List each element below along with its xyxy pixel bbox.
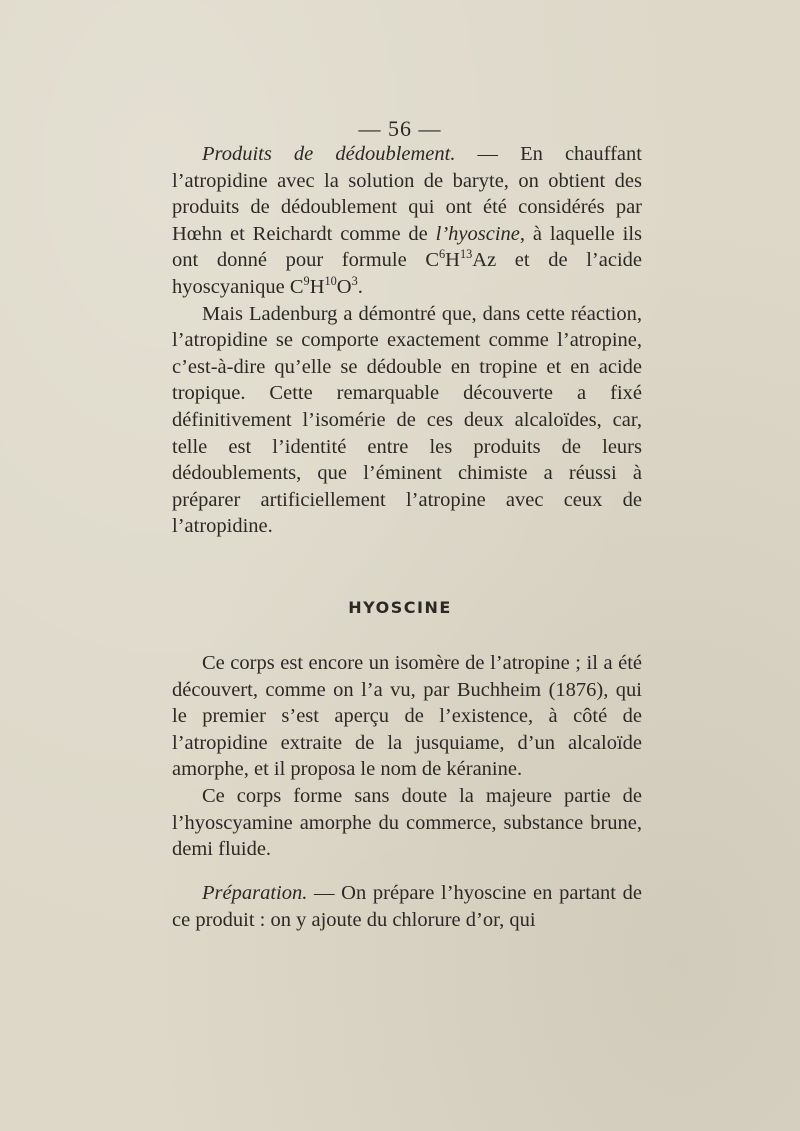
paragraph-corps-forme: Ce corps forme sans doute la majeure partie de l’hyoscyamine amorphe du commerce, substance brune, demi fluide. <box>172 784 642 861</box>
formula-subscript: 10 <box>324 274 337 289</box>
formula-subscript: 3 <box>351 274 358 289</box>
section-preparation <box>172 880 642 933</box>
hyoscine-italic-term: l’hyoscine <box>435 222 520 245</box>
paragraph-ladenburg: Mais Ladenburg a démontré que, dans cette réaction, l’atropidine se comporte exactement comme l’atropine, c’est-à-dire qu’elle se dédouble en tropine et en acide tropique. Cette remarquable découverte a fixé définitivement l’isomérie de ces deux alcaloïdes, car, telle est l’identité entre les produits de leurs dédoublements, que l’éminent chimiste a réussi à préparer artificiellement l’atropine avec ceux de l’atropidine. <box>172 302 642 538</box>
formula-subscript: 9 <box>303 274 310 289</box>
paragraph-isomere: Ce corps est encore un isomère de l’atropine ; il a été découvert, comme on l’a vu, par Buchheim (1876), qui le premier s’est aperçu de l’existence, à côté de l’atropidine extraite de la jusquiame, d’un alcaloïde amorphe, et il proposa le nom de kéranine. <box>172 652 642 781</box>
paragraph-lead-italic: Préparation. <box>202 882 308 904</box>
paragraph-produits: Produits de dédoublement. — En chauffant l’atropidine avec la solution de baryte, on obtient des produits de dédoublement qui ont été considérés par Hœhn et Reichardt comme de l’hyoscine, à laquelle ils ont donné pour formule $C^6H^{13}Az$ et de l’acide hyoscyanique $C^9H^{10}O^3$. <box>172 143 643 298</box>
formula-subscript: 13 <box>459 247 473 262</box>
paragraph-lead-italic: Produits de dédoublement. <box>202 143 456 165</box>
section-heading-hyoscine: HYOSCINE <box>348 598 452 617</box>
formula-subscript: 6 <box>439 247 446 262</box>
paragraph-preparation: Préparation. — On prépare l’hyoscine en partant de ce produit : on y ajoute du chlorure d’or, qui <box>172 882 642 931</box>
section-produits-de-dedoublement <box>172 141 642 540</box>
page-number: — 56 — <box>358 116 442 141</box>
section-hyoscine <box>172 650 642 863</box>
